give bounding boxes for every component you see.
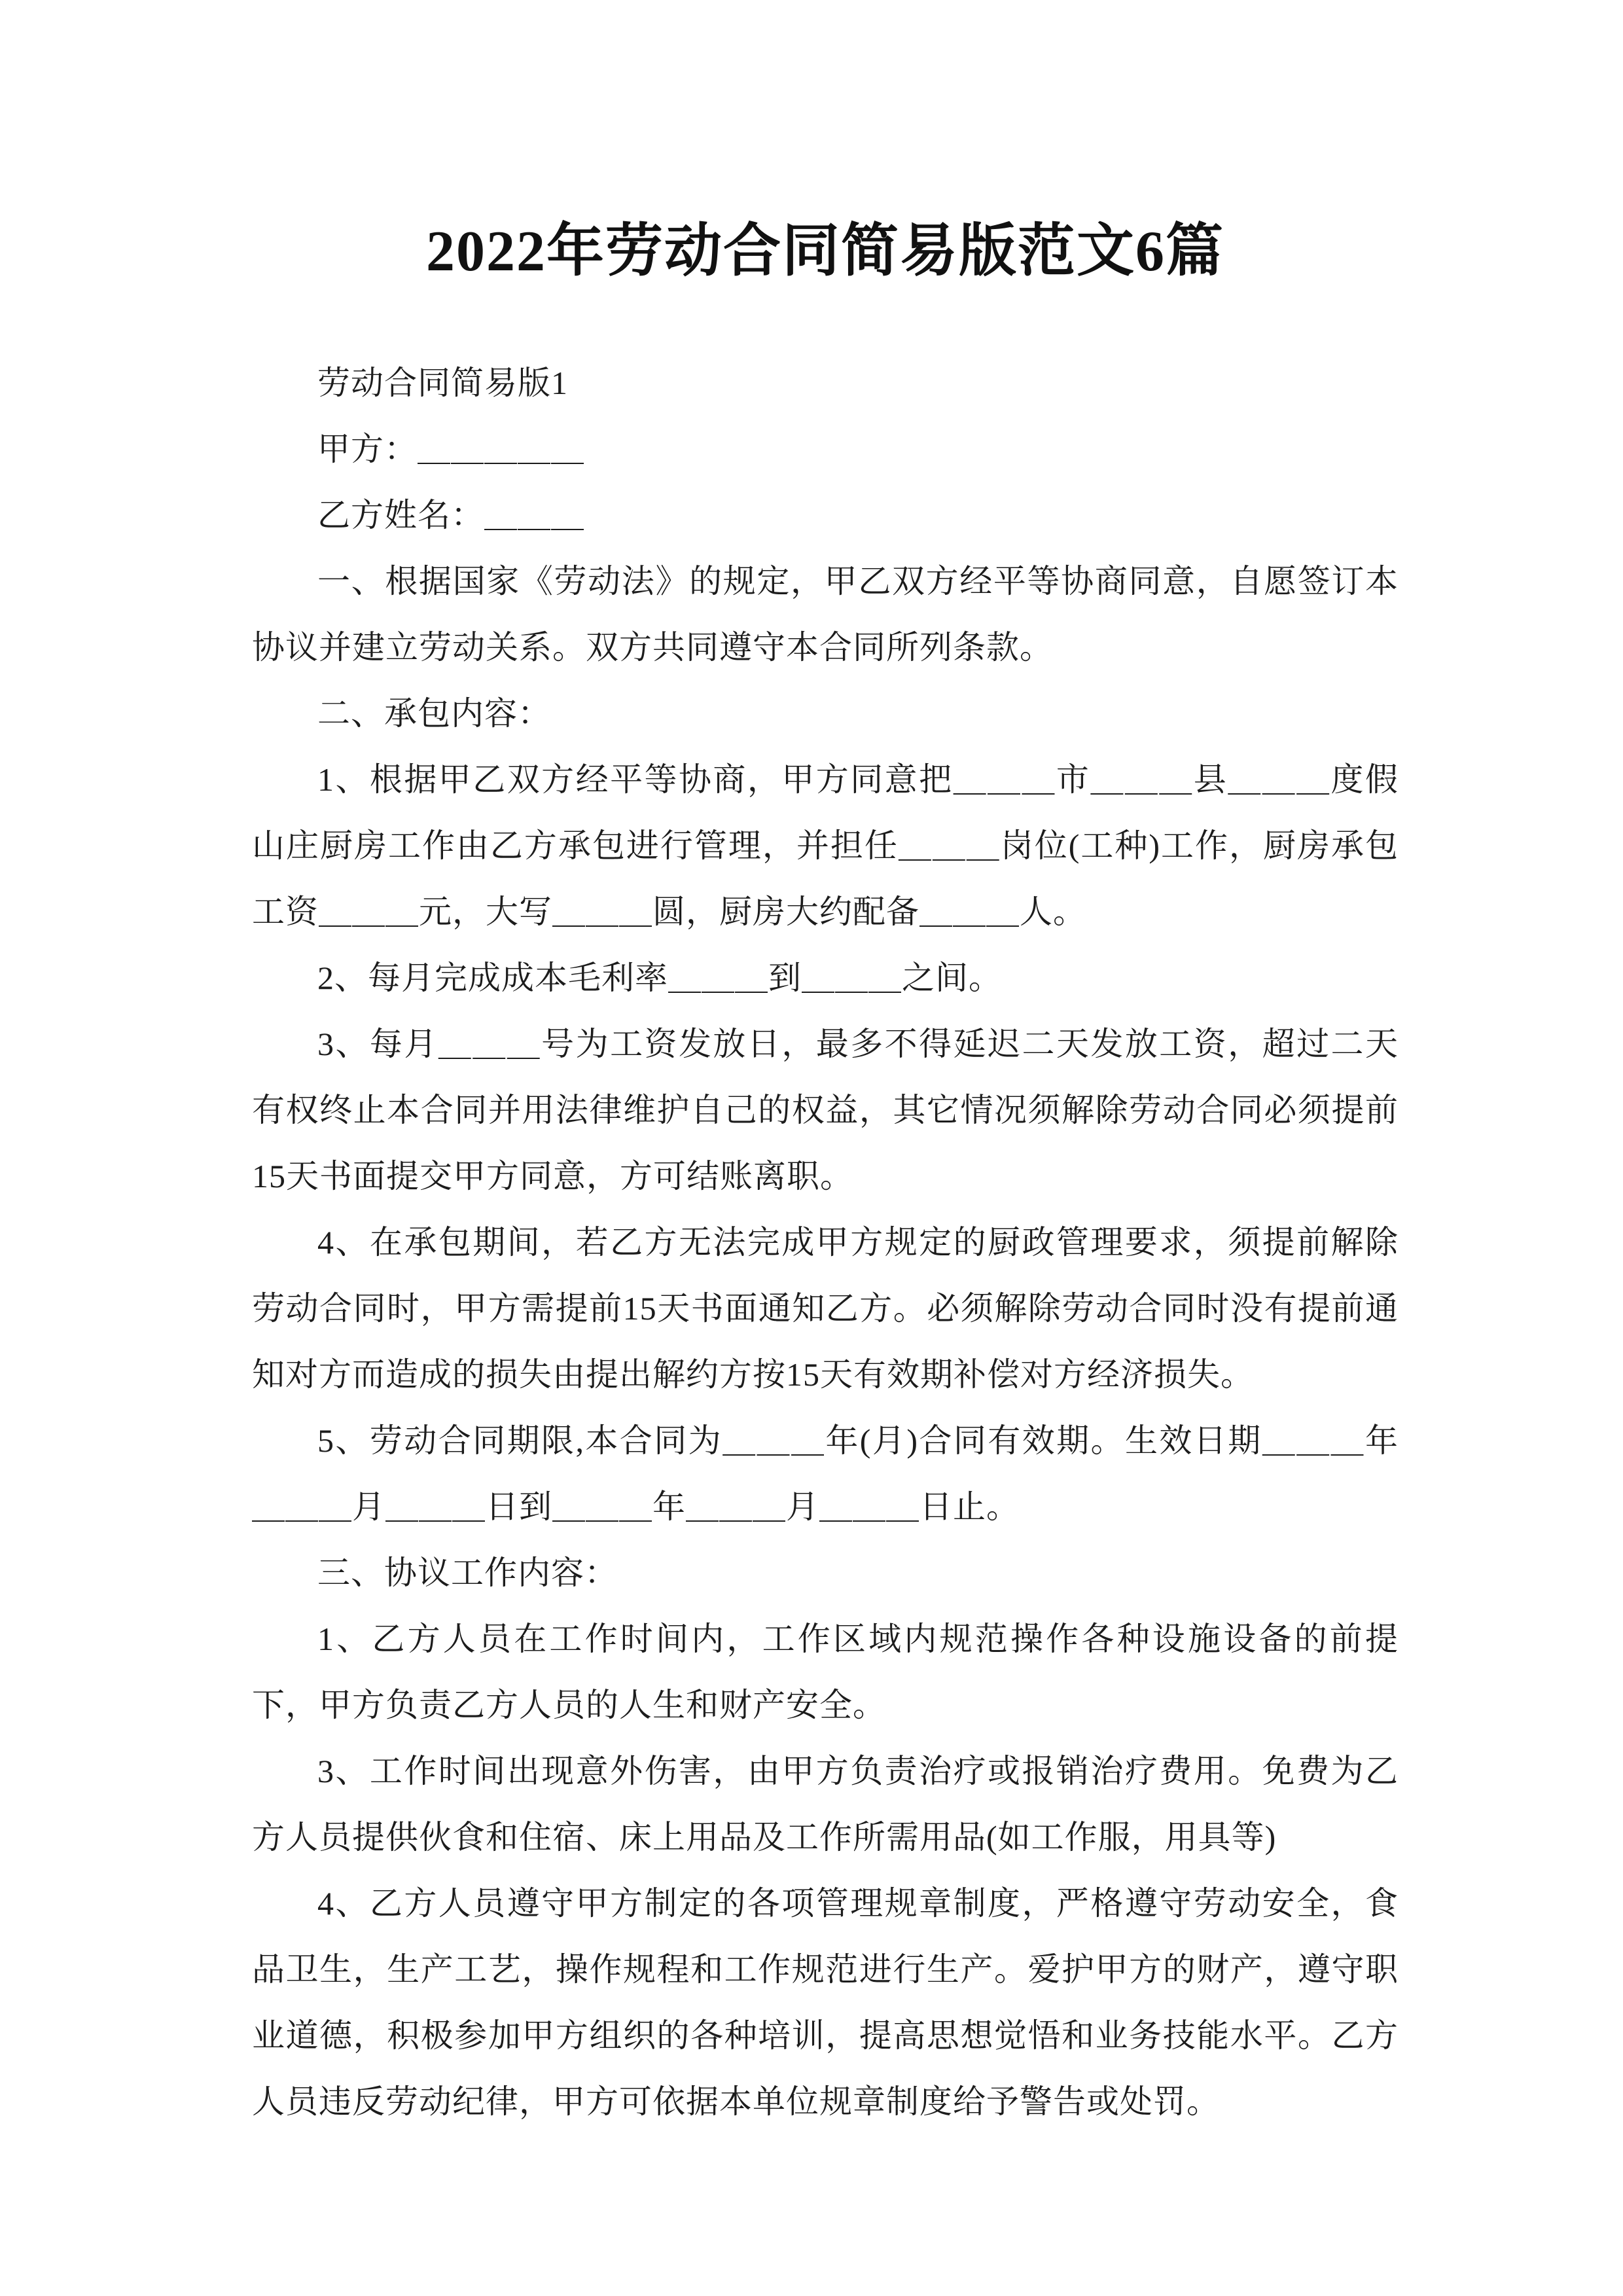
- paragraph: 2、每月完成成本毛利率＿＿＿到＿＿＿之间。: [317, 960, 1002, 996]
- paragraph: 4、乙方人员遵守甲方制定的各项管理规章制度，严格遵守劳动安全，食品卫生，生产工艺，操作规程和工作规范进行生产。爱护甲方的财产，遵守职业道德，积极参加甲方组织的各种培训，提高思想觉悟和业务技能水平。乙方人员违反劳动纪律，甲方可依据本单位规章制度给予警告或处罚。: [252, 1885, 1399, 2120]
- document-body: [252, 350, 1399, 2135]
- document-title: 2022年劳动合同简易版范文6篇: [425, 220, 1224, 283]
- paragraph: 三、协议工作内容：: [317, 1554, 618, 1591]
- paragraph: 劳动合同简易版1: [317, 365, 568, 401]
- paragraph: 甲方：＿＿＿＿＿: [317, 431, 584, 467]
- paragraph: 3、每月＿＿＿号为工资发放日，最多不得延迟二天发放工资，超过二天有权终止本合同并用法律维护自己的权益，其它情况须解除劳动合同必须提前15天书面提交甲方同意，方可结账离职。: [252, 1026, 1399, 1194]
- paragraph: 5、劳动合同期限,本合同为＿＿＿年(月)合同有效期。生效日期＿＿＿年＿＿＿月＿＿＿日到＿＿＿年＿＿＿月＿＿＿日止。: [252, 1422, 1399, 1525]
- paragraph: 1、根据甲乙双方经平等协商，甲方同意把＿＿＿市＿＿＿县＿＿＿度假山庄厨房工作由乙方承包进行管理，并担任＿＿＿岗位(工种)工作，厨房承包工资＿＿＿元，大写＿＿＿圆，厨房大约配备＿＿＿人。: [252, 761, 1399, 930]
- paragraph: 3、工作时间出现意外伤害，由甲方负责治疗或报销治疗费用。免费为乙方人员提供伙食和住宿、床上用品及工作所需用品(如工作服，用具等): [252, 1753, 1399, 1856]
- paragraph: 1、乙方人员在工作时间内，工作区域内规范操作各种设施设备的前提下，甲方负责乙方人员的人生和财产安全。: [252, 1621, 1399, 1723]
- paragraph: 一、根据国家《劳动法》的规定，甲乙双方经平等协商同意，自愿签订本协议并建立劳动关系。双方共同遵守本合同所列条款。: [252, 563, 1399, 666]
- paragraph: 乙方姓名：＿＿＿: [317, 497, 584, 533]
- paragraph: 4、在承包期间，若乙方无法完成甲方规定的厨政管理要求，须提前解除劳动合同时，甲方需提前15天书面通知乙方。必须解除劳动合同时没有提前通知对方而造成的损失由提出解约方按15天有效期补偿对方经济损失。: [252, 1224, 1399, 1393]
- paragraph: 二、承包内容：: [317, 695, 551, 732]
